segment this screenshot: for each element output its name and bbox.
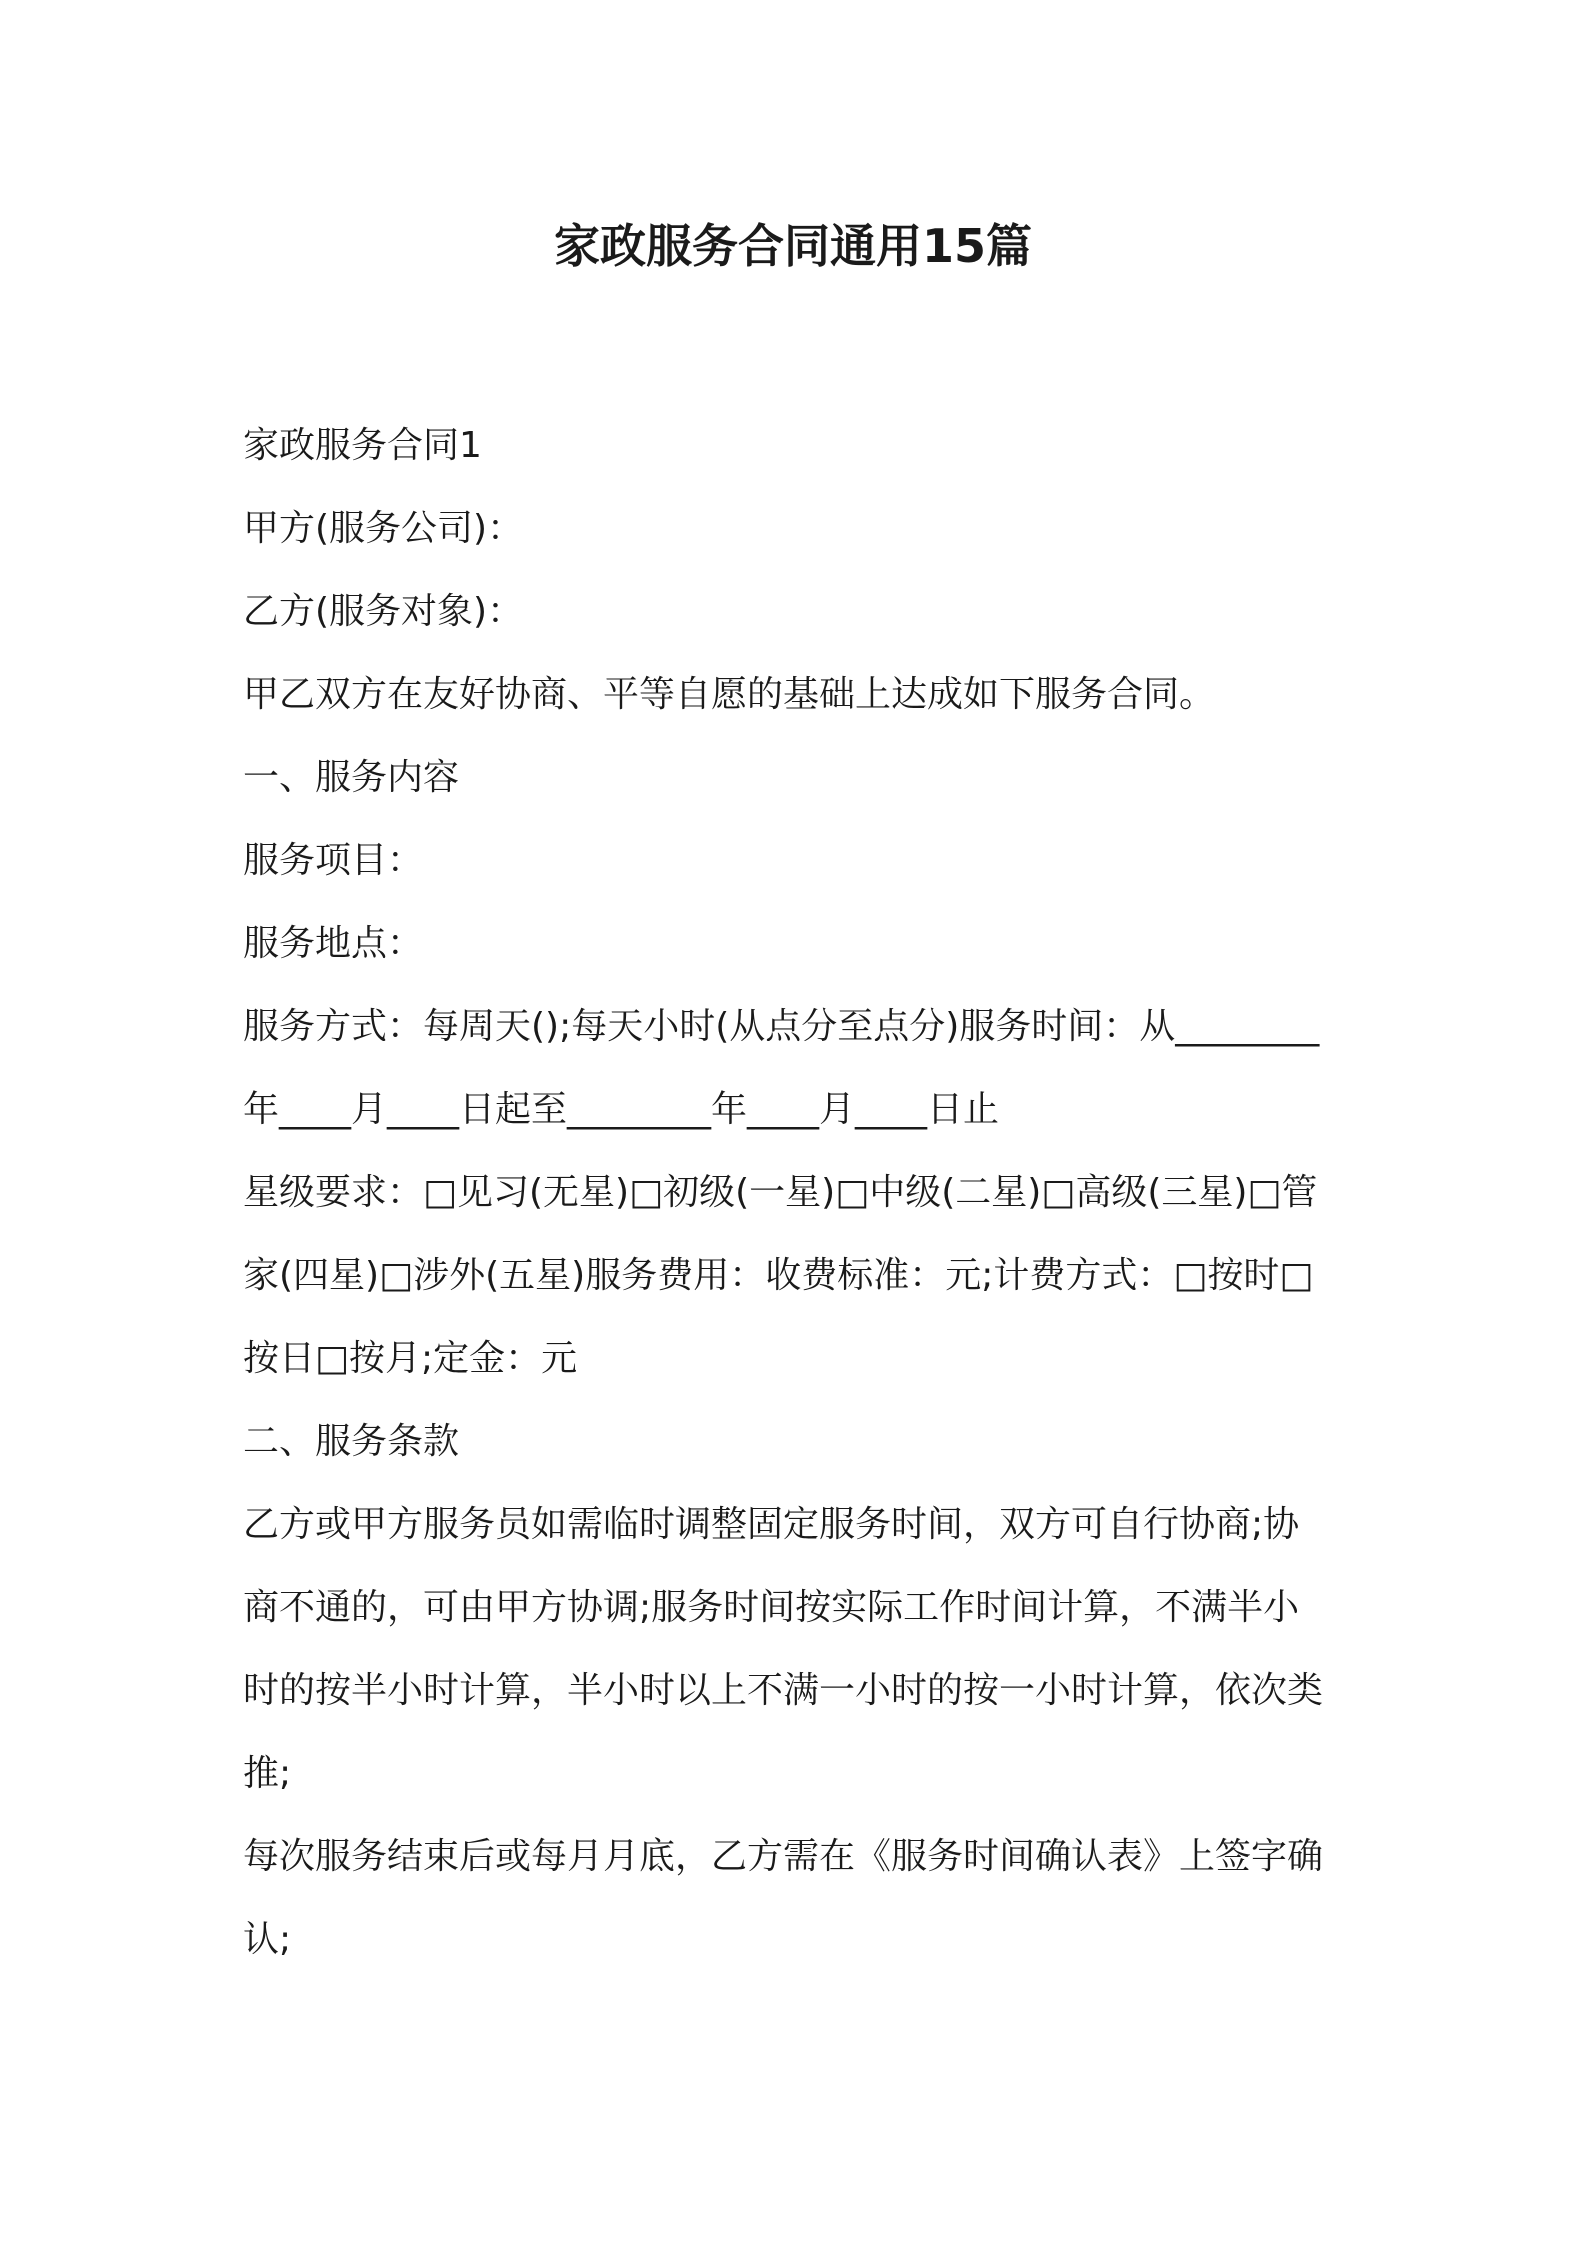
document-title: 家政服务合同通用15篇 xyxy=(553,219,1032,273)
agreement-intro: 甲乙双方在友好协商、平等自愿的基础上达成如下服务合同。 xyxy=(243,674,1216,715)
terms-paragraph-1-line-3: 时的按半小时计算，半小时以上不满一小时的按一小时计算，依次类 xyxy=(243,1670,1324,1711)
section-heading-service-terms: 二、服务条款 xyxy=(243,1421,460,1462)
terms-paragraph-1-line-2: 商不通的，可由甲方协调;服务时间按实际工作时间计算，不满半小 xyxy=(243,1587,1300,1628)
terms-paragraph-2-line-2: 认; xyxy=(243,1919,292,1960)
terms-paragraph-1-line-4: 推; xyxy=(243,1753,292,1794)
terms-paragraph-1-line-1: 乙方或甲方服务员如需临时调整固定服务时间，双方可自行协商;协 xyxy=(243,1504,1300,1545)
service-method-line: 服务方式：每周天();每天小时(从点分至点分)服务时间：从________ xyxy=(243,1006,1320,1047)
billing-line: 按日□按月;定金：元 xyxy=(243,1338,578,1379)
party-b-line: 乙方(服务对象)： xyxy=(243,591,524,632)
document-body xyxy=(243,404,1353,1981)
star-level-line-1: 星级要求：□见习(无星)□初级(一星)□中级(二星)□高级(三星)□管 xyxy=(243,1172,1318,1213)
contract-heading: 家政服务合同1 xyxy=(243,425,482,466)
service-location-line: 服务地点： xyxy=(243,923,424,964)
party-a-line: 甲方(服务公司)： xyxy=(243,508,524,549)
section-heading-service-content: 一、服务内容 xyxy=(243,757,460,798)
terms-paragraph-2-line-1: 每次服务结束后或每月月底，乙方需在《服务时间确认表》上签字确 xyxy=(243,1836,1324,1877)
star-level-line-2: 家(四星)□涉外(五星)服务费用：收费标准：元;计费方式：□按时□ xyxy=(243,1255,1314,1296)
service-item-line: 服务项目： xyxy=(243,840,424,881)
service-period-line: 年____月____日起至________年____月____日止 xyxy=(243,1089,1000,1130)
